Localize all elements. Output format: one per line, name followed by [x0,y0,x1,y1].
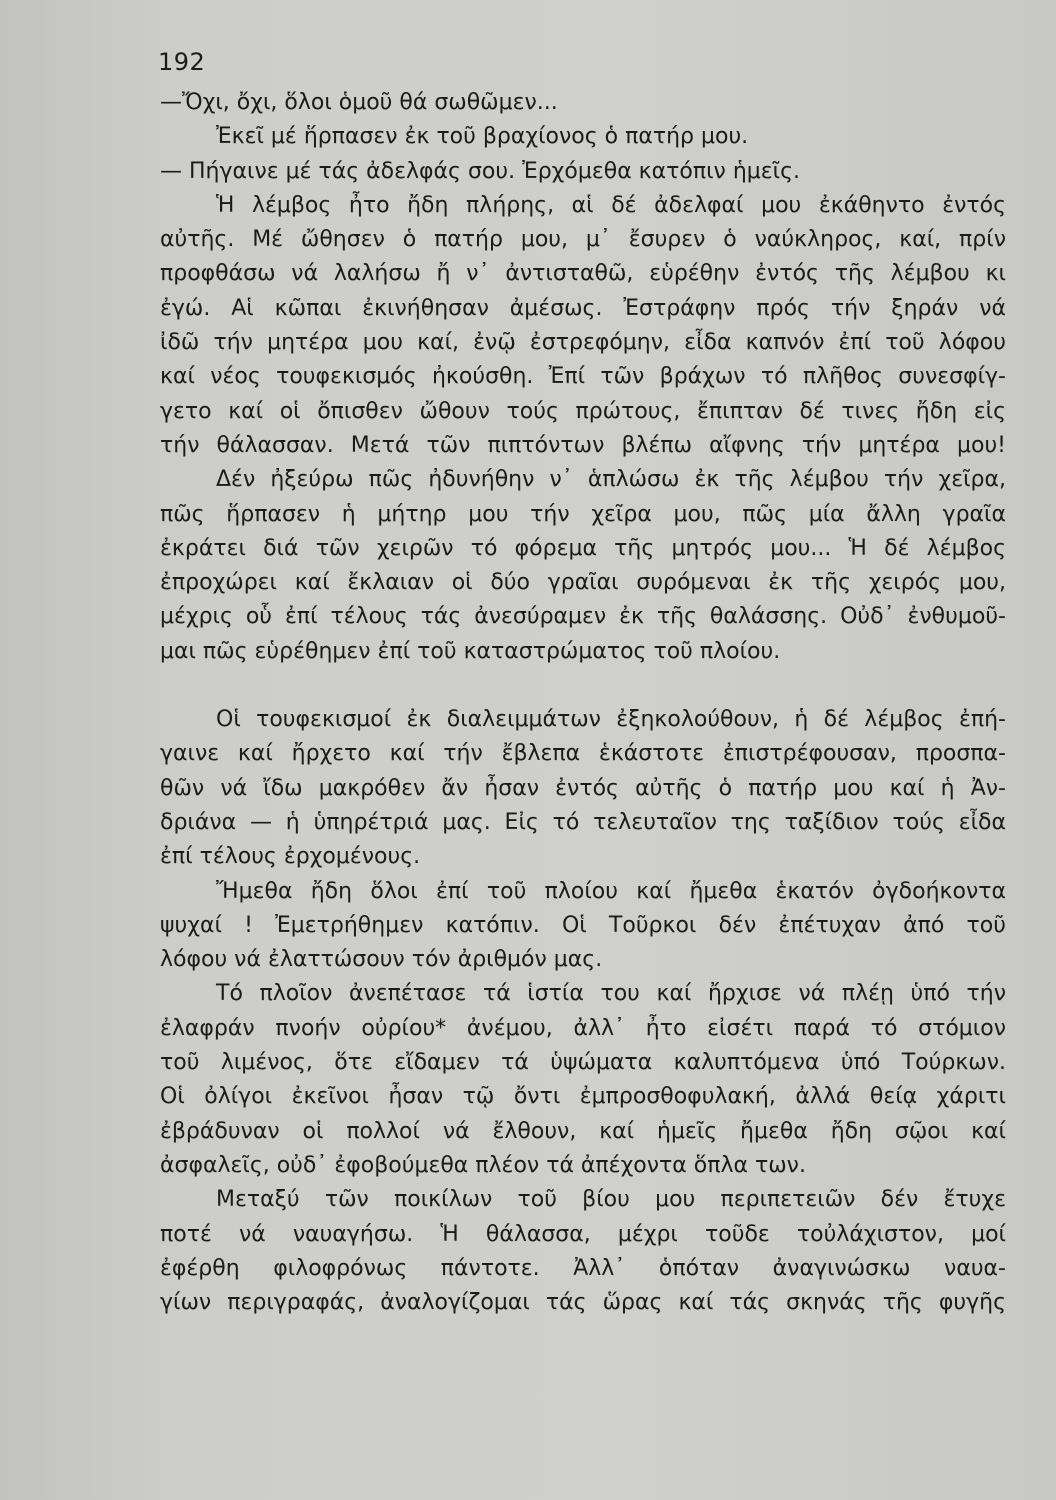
text-line: μέχρις οὗ ἐπί τέλους τάς ἀνεσύραμεν ἐκ τῆς θαλάσσης. Οὐδ᾽ ἐνθυμοῦ- [160,604,1006,630]
text-line: γίων περιγραφάς, ἀναλογίζομαι τάς ὥρας καί τάς σκηνάς τῆς φυγῆς [160,1290,1006,1316]
text-line: Τό πλοῖον ἀνεπέτασε τά ἱστία του καί ἤρχισε νά πλέῃ ὑπό τήν [216,981,1006,1007]
text-line: πῶς ἥρπασεν ἡ μήτηρ μου τήν χεῖρα μου, πῶς μία ἄλλη γραῖα [160,501,1006,527]
page-number: 192 [158,48,206,76]
text-line: ἐβράδυναν οἱ πολλοί νά ἔλθουν, καί ἡμεῖς ἤμεθα ἤδη σῷοι καί [160,1118,1006,1144]
text-line: δριάνα — ἡ ὑπηρέτριά μας. Εἰς τό τελευταῖον της ταξίδιον τούς εἶδα [160,809,1006,835]
text-line: Οἱ ὀλίγοι ἐκεῖνοι ἦσαν τῷ ὄντι ἐμπροσθοφυλακή, ἀλλά θείᾳ χάριτι [160,1084,1006,1110]
body-text [160,86,1006,1320]
text-line: Οἱ τουφεκισμοί ἐκ διαλειμμάτων ἐξηκολούθουν, ἡ δέ λέμβος ἐπή- [216,707,1006,733]
text-line: ἀσφαλεῖς, οὐδ᾽ ἐφοβούμεθα πλέον τά ἀπέχοντα ὅπλα των. [160,1152,806,1178]
text-line: Ἐκεῖ μέ ἥρπασεν ἐκ τοῦ βραχίονος ὁ πατήρ μου. [216,124,749,150]
text-line: καί νέος τουφεκισμός ἠκούσθη. Ἐπί τῶν βράχων τό πλῆθος συνεσφίγ- [160,364,1006,390]
text-line: Ἤμεθα ἤδη ὅλοι ἐπί τοῦ πλοίου καί ἤμεθα ἑκατόν ὀγδοήκοντα [216,878,1006,904]
text-line: ἐπροχώρει καί ἔκλαιαν οἱ δύο γραῖαι συρόμεναι ἐκ τῆς χειρός μου, [160,570,1006,596]
text-line: ψυχαί ! Ἐμετρήθημεν κατόπιν. Οἱ Τοῦρκοι δέν ἐπέτυχαν ἀπό τοῦ [160,912,1006,938]
text-line: γαινε καί ἤρχετο καί τήν ἔβλεπα ἑκάστοτε ἐπιστρέφουσαν, προσπα- [160,741,1006,767]
text-line: ποτέ νά ναυαγήσω. Ἡ θάλασσα, μέχρι τοῦδε τοὐλάχιστον, μοί [160,1221,1006,1247]
text-line: τήν θάλασσαν. Μετά τῶν πιπτόντων βλέπω αἴφνης τήν μητέρα μου! [160,432,1006,458]
text-line: λόφου νά ἐλαττώσουν τόν ἀριθμόν μας. [160,947,603,973]
text-line: αὐτῆς. Μέ ὤθησεν ὁ πατήρ μου, μ᾽ ἔσυρεν ὁ ναύκληρος, καί, πρίν [160,227,1006,253]
paragraph-gap [160,669,1006,703]
text-line: ἐφέρθη φιλοφρόνως πάντοτε. Ἀλλ᾽ ὁπόταν ἀναγινώσκω ναυα- [160,1255,1006,1281]
text-line: Δέν ἠξεύρω πῶς ἠδυνήθην ν᾽ ἁπλώσω ἐκ τῆς λέμβου τήν χεῖρα, [216,467,1006,493]
text-line: τοῦ λιμένος, ὅτε εἴδαμεν τά ὑψώματα καλυπτόμενα ὑπό Τούρκων. [160,1050,1006,1076]
text-line: Μεταξύ τῶν ποικίλων τοῦ βίου μου περιπετειῶν δέν ἔτυχε [216,1187,1006,1213]
text-line: ἐλαφράν πνοήν οὐρίου* ἀνέμου, ἀλλ᾽ ἦτο εἰσέτι παρά τό στόμιον [160,1015,1006,1041]
text-line: ἐπί τέλους ἐρχομένους. [160,844,421,870]
text-line: ἐγώ. Αἱ κῶπαι ἐκινήθησαν ἀμέσως. Ἐστράφην πρός τήν ξηράν νά [160,295,1006,321]
text-line: — Πήγαινε μέ τάς ἀδελφάς σου. Ἐρχόμεθα κατόπιν ἡμεῖς. [160,158,801,184]
text-line: ἰδῶ τήν μητέρα μου καί, ἐνῷ ἐστρεφόμην, εἶδα καπνόν ἐπί τοῦ λόφου [160,330,1006,356]
text-line: γετο καί οἱ ὄπισθεν ὤθουν τούς πρώτους, ἔπιπταν δέ τινες ἤδη εἰς [160,398,1006,424]
text-line: μαι πῶς εὑρέθημεν ἐπί τοῦ καταστρώματος τοῦ πλοίου. [160,638,781,664]
text-line: Ἡ λέμβος ἦτο ἤδη πλήρης, αἱ δέ ἀδελφαί μου ἐκάθηντο ἐντός [216,192,1006,218]
text-line: θῶν νά ἴδω μακρόθεν ἄν ἦσαν ἐντός αὐτῆς ὁ πατήρ μου καί ἡ Ἀν- [160,775,1006,801]
text-line: προφθάσω νά λαλήσω ἤ ν᾽ ἀντισταθῶ, εὑρέθην ἐντός τῆς λέμβου κι [160,261,1006,287]
text-line: —Ὄχι, ὄχι, ὅλοι ὁμοῦ θά σωθῶμεν... [160,90,558,115]
text-line: ἐκράτει διά τῶν χειρῶν τό φόρεμα τῆς μητρός μου... Ἡ δέ λέμβος [160,535,1006,561]
